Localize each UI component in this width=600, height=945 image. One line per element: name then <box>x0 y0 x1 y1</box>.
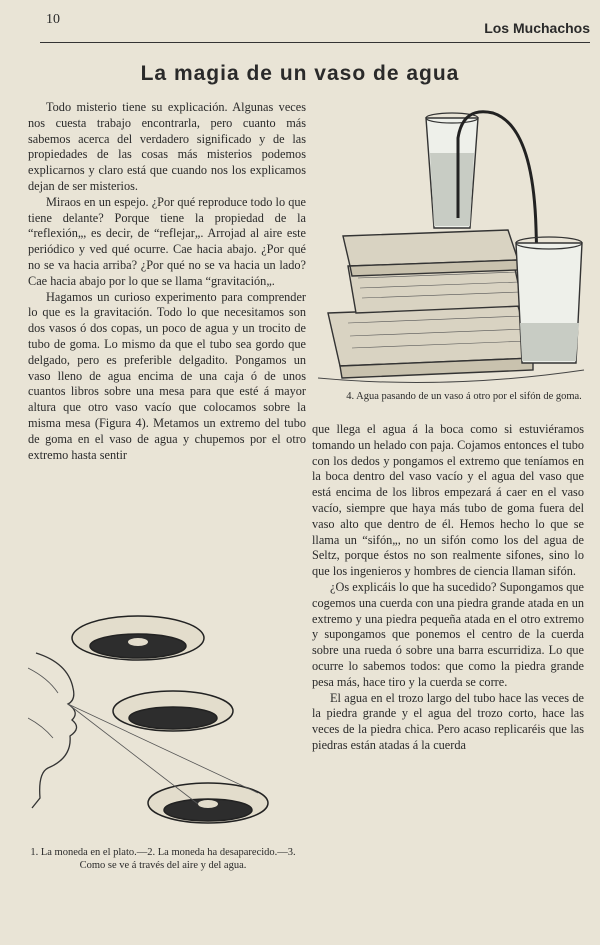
page-number: 10 <box>46 12 60 27</box>
left-column <box>28 100 306 463</box>
figure-caption-coin: 1. La moneda en el plato.—2. La moneda ha desaparecido.—3. Como se ve á través del aire y del agua. <box>30 847 296 871</box>
siphon-illustration <box>318 108 586 388</box>
paragraph: que llega el agua á la boca como si estuviéramos tomando un helado con paja. Cojamos entonces el tubo con los dedos y pongamos el extremo que teníamos en la boca dentro del vaso vacío y el agua del vaso que está encima de los libros empezará á caer en el vaso vacío, siempre que haya más tubo de goma fuera del vaso alto que dentro de él. Hemos hecho lo que se llama un “sifón„, no un sifón como los del agua de Seltz, porque éstos no son realmente sifones, sino lo que los ingenieros y hombres de ciencia llaman sifón. <box>312 422 584 579</box>
figure-caption-siphon: 4. Agua pasando de un vaso á otro por el sifón de goma. <box>346 391 582 402</box>
header-rule <box>40 42 590 43</box>
magazine-header: Los Muchachos <box>484 20 590 36</box>
paragraph: Miraos en un espejo. ¿Por qué reproduce todo lo que tiene delante? Porque tiene la propiedad de la “reflexión„, es decir, de “reflejar„. Arrojad al aire este periódico y ved qué ocurre. Cae hacia abajo. ¿Por qué no se va hacia arriba? ¿Por qué no se va hacia un lado? Cae hacia abajo por lo que se llama “gravitación„. <box>28 194 306 288</box>
article-title: La magia de un vaso de agua <box>140 62 460 85</box>
right-column <box>312 422 584 754</box>
paragraph: El agua en el trozo largo del tubo hace las veces de la piedra grande y el agua del trozo corto, hace las veces de la piedra chica. Pero acaso replicaréis que las piedras están atadas á la cuerda <box>312 690 584 752</box>
paragraph: Todo misterio tiene su explicación. Algunas veces nos cuesta trabajo encontrarla, pero cuanto más sabemos acerca del verdadero significado y de las propiedades de las cosas más misterios podemos explicarnos y claro está que cuando nos los explicamos dejan de ser misterios. <box>28 100 306 193</box>
paragraph: Hagamos un curioso experimento para comprender lo que es la gravitación. Todo lo que necesitamos son dos vasos ó dos copas, un poco de agua y un trocito de tubo de goma. Lo mismo da que el tubo sea gordo que delgado, pero es preferible delgadito. Pongamos un vaso lleno de agua encima de una caja ó de unos cuantos libros sobre una mesa para que esté á mayor altura que otro vaso vacío que colocamos sobre la misma mesa (Figura 4). Metamos un extremo del tubo de goma en el vaso de agua y chupemos por el otro extremo hasta sentir <box>28 289 306 462</box>
paragraph: ¿Os explicáis lo que ha sucedido? Supongamos que cogemos una cuerda con una piedra grande atada en un extremo y una piedra pequeña atada en el otro extremo y supongamos que ponemos el centro de la cuerda sobre una rueda ó sobre una barra escurridiza. Lo que ocurre lo sabemos todos: que como la piedra grande pesa más, hace tiro y la cuerda se corre. <box>312 579 584 689</box>
coin-plates-illustration <box>28 608 288 846</box>
